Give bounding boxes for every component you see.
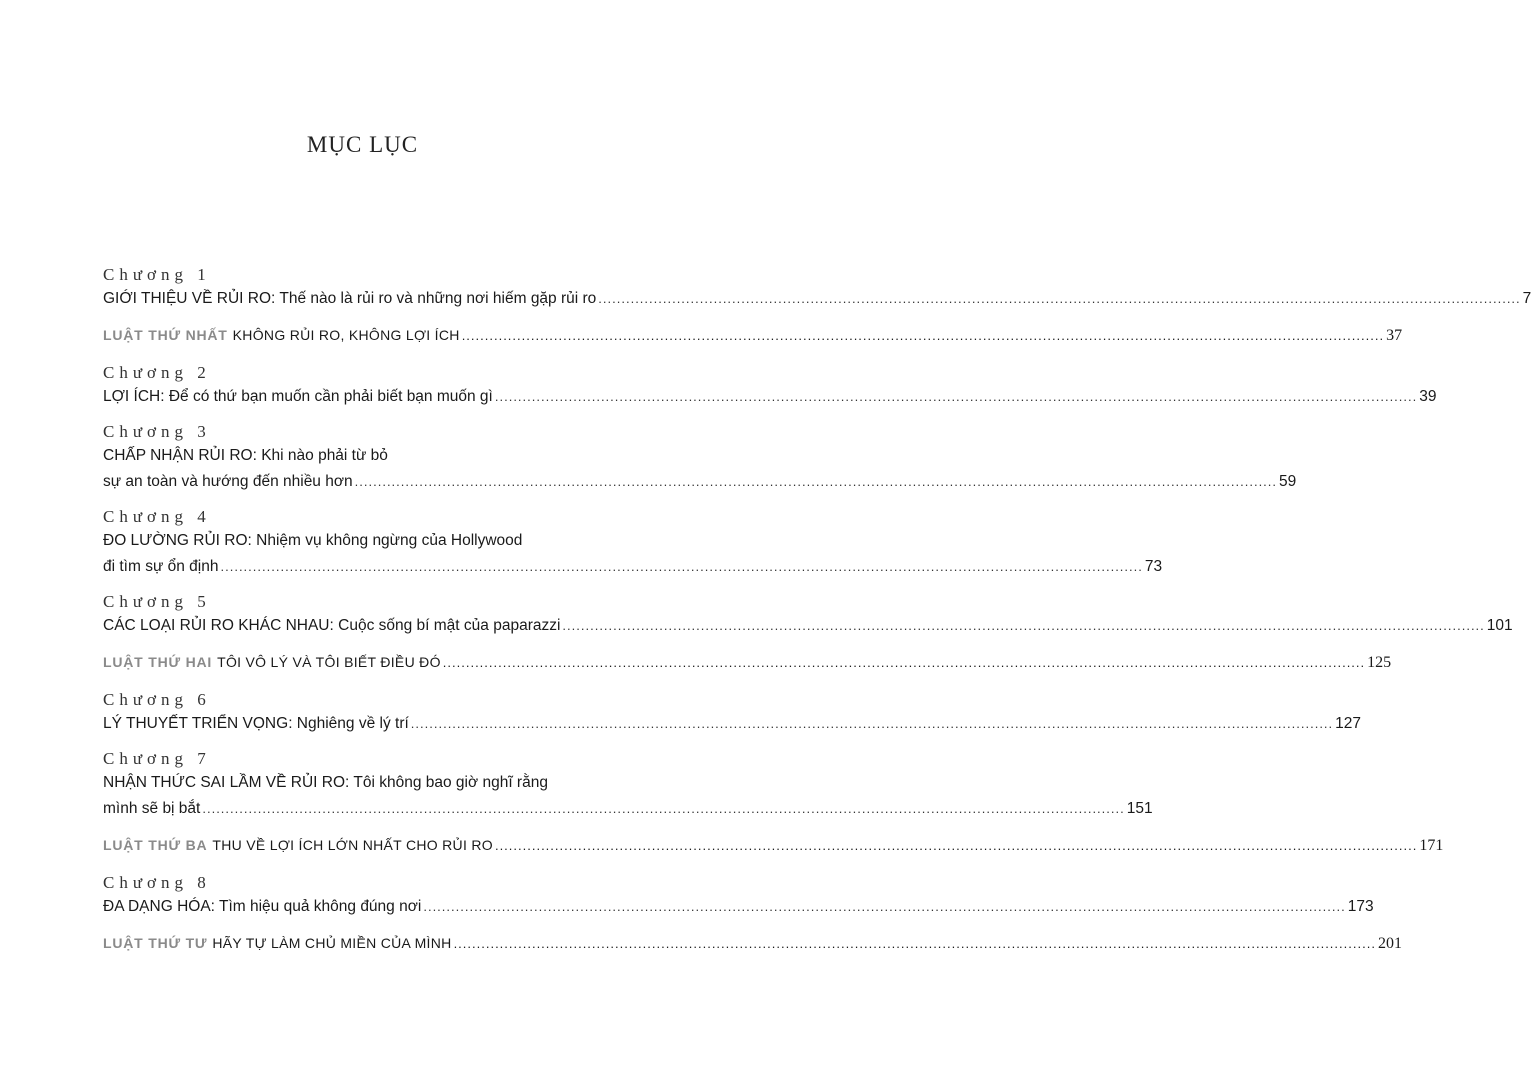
entry-line (103, 528, 611, 554)
page-number: 59 (1279, 473, 1297, 490)
entry-text (103, 384, 493, 410)
chapter-title: LÝ THUYẾT TRIỂN VỌNG (103, 715, 289, 732)
dot-leader: ........................................................................................................................................................................................................ (410, 716, 1334, 731)
dot-leader: ........................................................................................................................................................................................................ (202, 801, 1125, 816)
entry-line (103, 384, 1437, 410)
law-text: THU VỀ LỢI ÍCH LỚN NHẤT CHO RỦI RO (212, 837, 493, 853)
chapter-title: ĐO LƯỜNG RỦI RO (103, 532, 248, 549)
chapter-subtitle: đi tìm sự ổn định (103, 558, 219, 575)
page-number: 101 (1486, 617, 1513, 634)
entry-text (103, 554, 219, 580)
page-number: 39 (1419, 388, 1437, 405)
dot-leader: ........................................................................................................................................................................................................ (494, 389, 1418, 404)
entry-line (103, 796, 1153, 822)
entry-text (103, 286, 596, 312)
dot-leader: ........................................................................................................................................................................................................ (220, 559, 1143, 574)
page-number: 125 (1367, 654, 1392, 671)
chapter-entry (103, 362, 1437, 410)
law-entry (103, 323, 1403, 348)
entry-line (103, 894, 1374, 920)
entry-text (103, 770, 548, 796)
chapter-label: Chương 5 (103, 592, 211, 611)
chapter-subtitle: mình sẽ bị bắt (103, 800, 201, 817)
chapter-entry (103, 506, 1163, 580)
dot-leader: ........................................................................................................................................................................................................ (453, 936, 1376, 951)
chapter-entry (103, 872, 1374, 920)
dot-leader: ........................................................................................................................................................................................................ (494, 838, 1418, 853)
dot-leader: ........................................................................................................................................................................................................ (423, 899, 1346, 914)
law-label: LUẬT THỨ TƯ (103, 935, 208, 951)
entry-text (103, 613, 560, 639)
chapter-label: Chương 6 (103, 690, 211, 709)
chapter-title: CHẤP NHẬN RỦI RO (103, 447, 253, 464)
entry-line (103, 286, 1531, 312)
chapter-title: LỢI ÍCH (103, 388, 161, 405)
chapter-subtitle: : Khi nào phải từ bỏ (252, 447, 388, 464)
page-number: 201 (1377, 935, 1402, 952)
page-number: 73 (1144, 558, 1163, 575)
page-number: 151 (1126, 800, 1153, 817)
entry-line (103, 554, 1163, 580)
entry-line (103, 770, 611, 796)
entry-text (103, 528, 522, 554)
law-label: LUẬT THỨ BA (103, 837, 208, 853)
entry-text (103, 443, 388, 469)
entry-text (103, 711, 409, 737)
chapter-title: CÁC LOẠI RỦI RO KHÁC NHAU (103, 617, 330, 634)
chapter-subtitle: : Thế nào là rủi ro và những nơi hiếm gặp rủi ro (271, 290, 597, 307)
page-number: 7 (1522, 290, 1531, 307)
page-number: 171 (1419, 837, 1444, 854)
chapter-entry (103, 748, 1153, 822)
chapter-entry (103, 264, 1531, 312)
chapter-label: Chương 8 (103, 873, 211, 892)
entry-line (103, 711, 1362, 737)
law-entry (103, 833, 1444, 858)
page-number: 127 (1335, 715, 1362, 732)
chapter-subtitle: : Nhiệm vụ không ngừng của Hollywood (247, 532, 523, 549)
law-text: HÃY TỰ LÀM CHỦ MIỀN CỦA MÌNH (212, 935, 452, 951)
law-text: KHÔNG RỦI RO, KHÔNG LỢI ÍCH (232, 327, 460, 343)
page-title: MỤC LỤC (306, 132, 419, 157)
dot-leader: ........................................................................................................................................................................................................ (598, 291, 1521, 306)
entry-text (103, 469, 353, 495)
chapter-label: Chương 7 (103, 749, 211, 768)
chapter-title: NHẬN THỨC SAI LẦM VỀ RỦI RO (103, 774, 346, 791)
entry-text (103, 796, 200, 822)
chapter-entry (103, 591, 1513, 639)
law-label: LUẬT THỨ NHẤT (103, 327, 228, 343)
dot-leader: ........................................................................................................................................................................................................ (461, 328, 1385, 343)
dot-leader: ........................................................................................................................................................................................................ (442, 655, 1366, 670)
chapter-label: Chương 2 (103, 363, 211, 382)
dot-leader: ........................................................................................................................................................................................................ (562, 618, 1485, 633)
chapter-title: ĐA DẠNG HÓA (103, 898, 211, 915)
page-number: 37 (1386, 327, 1403, 344)
law-text: TÔI VÔ LÝ VÀ TÔI BIẾT ĐIỀU ĐÓ (217, 654, 441, 670)
chapter-subtitle: : Tìm hiệu quả không đúng nơi (210, 898, 422, 915)
chapter-label: Chương 3 (103, 422, 211, 441)
entry-line (103, 469, 1297, 495)
page-number: 173 (1347, 898, 1374, 915)
chapter-label: Chương 1 (103, 265, 211, 284)
law-entry (103, 650, 1392, 675)
chapter-entry (103, 689, 1362, 737)
law-label: LUẬT THỨ HAI (103, 654, 213, 670)
law-entry (103, 931, 1402, 956)
chapter-subtitle: : Để có thứ bạn muốn cần phải biết bạn muốn gì (160, 388, 493, 405)
chapter-subtitle: : Tôi không bao giờ nghĩ rằng (345, 774, 548, 791)
chapter-subtitle: : Nghiêng về lý trí (288, 715, 409, 732)
chapter-subtitle: sự an toàn và hướng đến nhiều hơn (103, 473, 353, 490)
entry-text (103, 894, 421, 920)
dot-leader: ........................................................................................................................................................................................................ (354, 474, 1278, 489)
chapter-subtitle: : Cuộc sống bí mật của paparazzi (329, 617, 561, 634)
entry-line (103, 613, 1513, 639)
chapter-title: GIỚI THIỆU VỀ RỦI RO (103, 290, 272, 307)
table-of-contents (103, 264, 1531, 970)
chapter-entry (103, 421, 1297, 495)
entry-line (103, 443, 611, 469)
chapter-label: Chương 4 (103, 507, 211, 526)
